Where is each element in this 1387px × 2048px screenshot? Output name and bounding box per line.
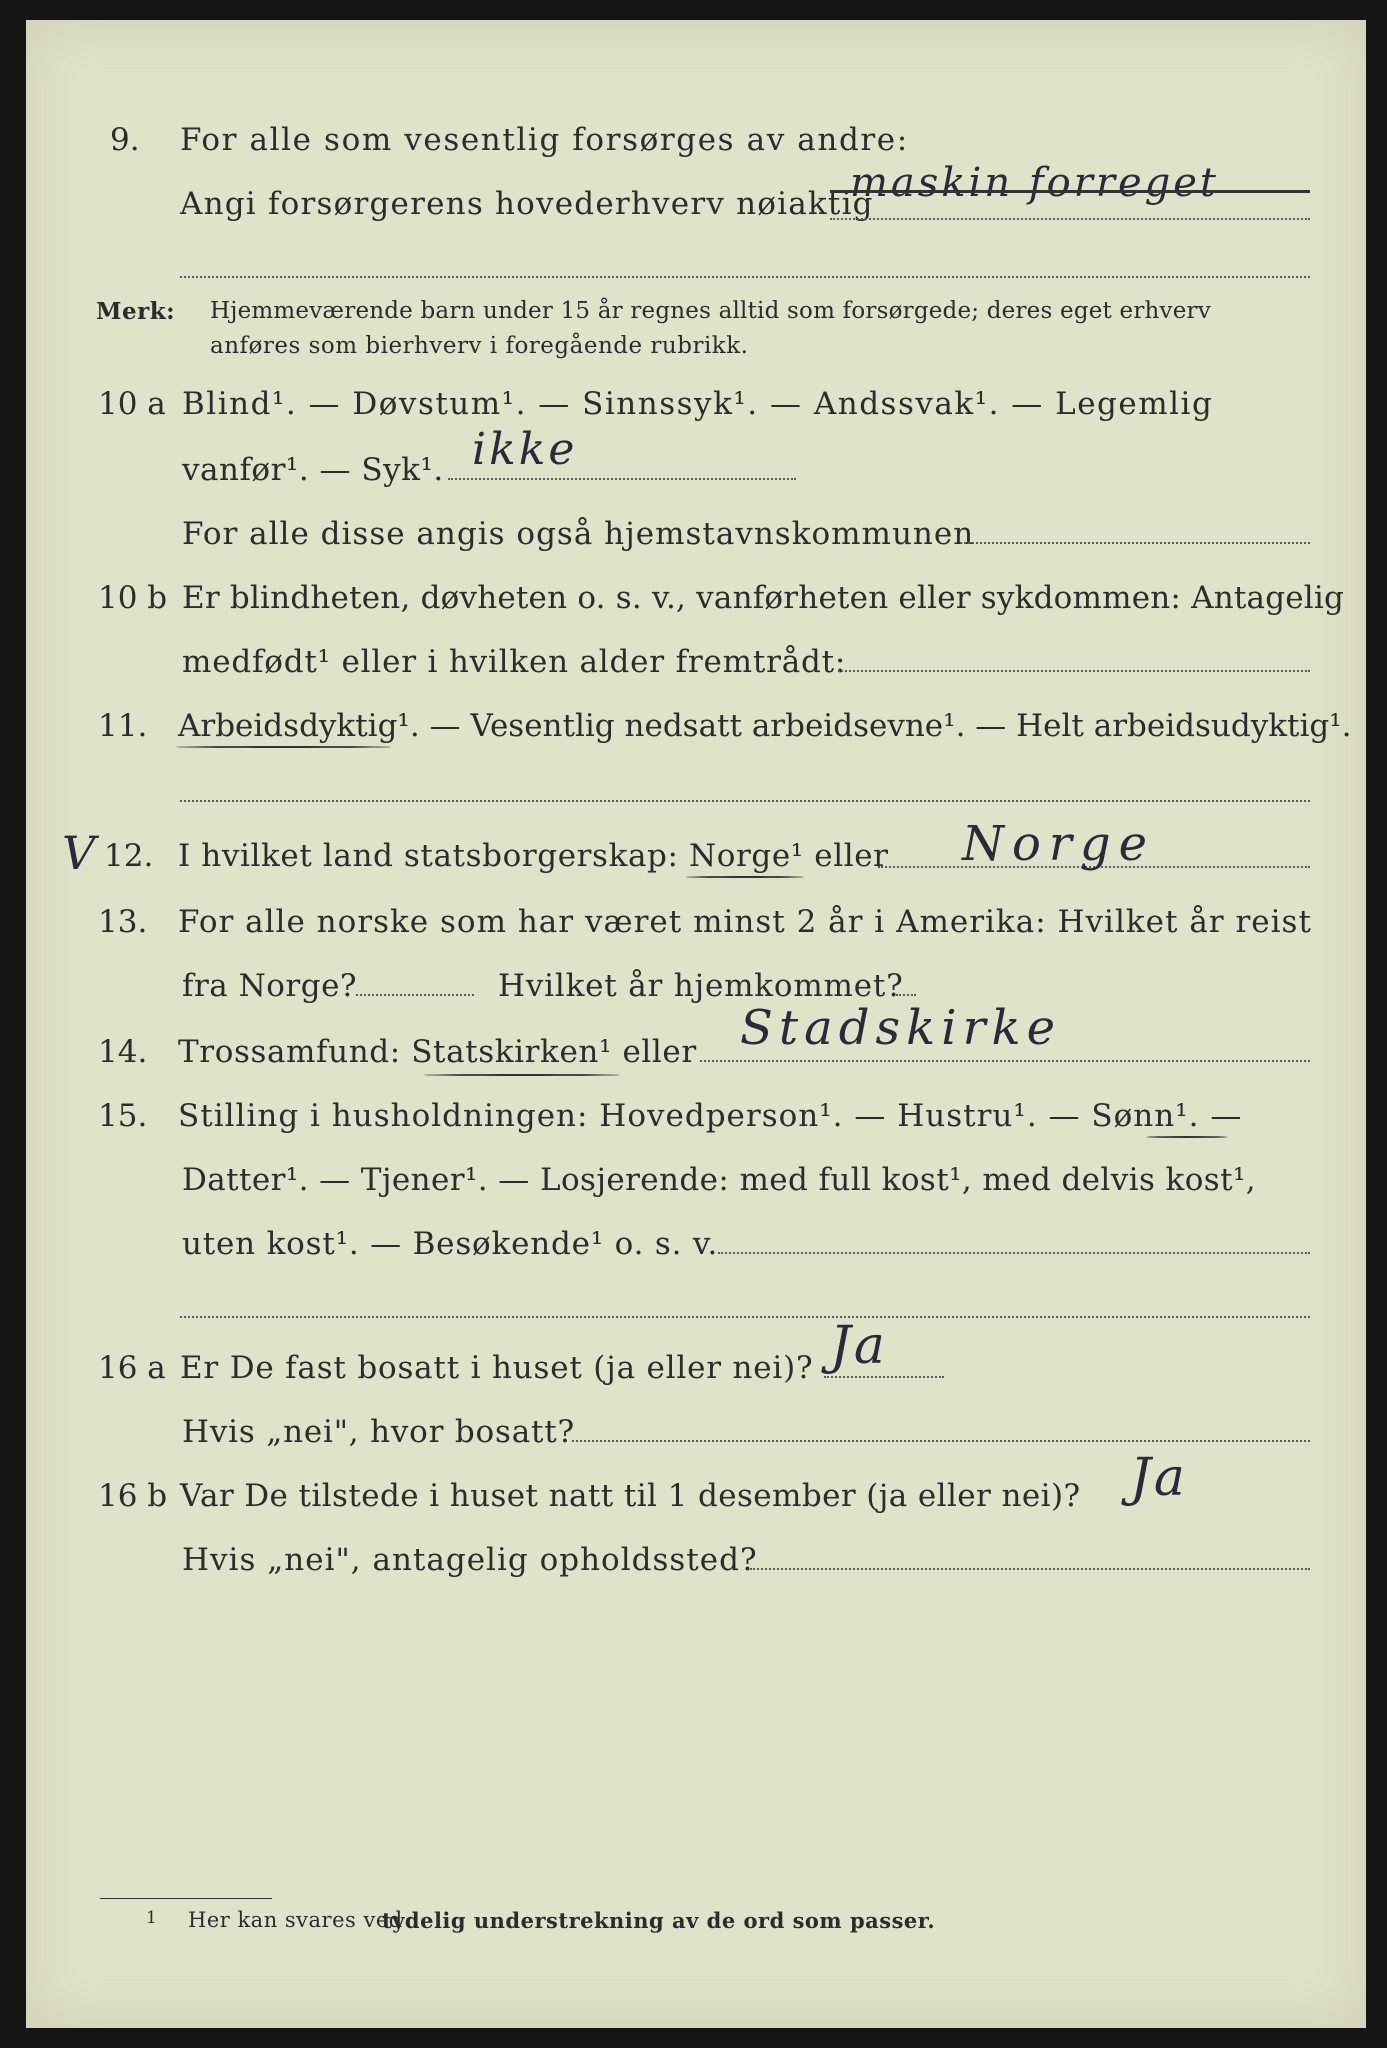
- q12-underline-norge: [686, 876, 804, 878]
- q10a-answer-handwriting: ikke: [472, 424, 578, 475]
- footnote-rule: [100, 1898, 272, 1899]
- footnote-mark: 1: [146, 1908, 158, 1928]
- q10a-number: 10 a: [98, 386, 166, 422]
- q15-line3: uten kost¹. — Besøkende¹ o. s. v.: [182, 1226, 719, 1262]
- q13-number: 13.: [98, 904, 148, 940]
- q10a-line3: For alle disse angis også hjemstavnskommunen: [182, 516, 975, 552]
- q16b-line1: Var De tilstede i huset natt til 1 desember (ja eller nei)?: [180, 1478, 1081, 1514]
- q9-line1: For alle som vesentlig forsørges av andre:: [180, 122, 909, 158]
- q11-line1: Arbeidsdyktig¹. — Vesentlig nedsatt arbeidsevne¹. — Helt arbeidsudyktig¹.: [178, 708, 1352, 744]
- q16b-answer-handwriting: Ja: [1130, 1448, 1188, 1508]
- q14-answer-line: [700, 1060, 1310, 1062]
- q9-answer-line: [830, 218, 1310, 220]
- q13-year-left-line: [356, 994, 474, 996]
- q12-answer-handwriting: Norge: [962, 816, 1155, 872]
- q9-line2: Angi forsørgerens hovederhverv nøiaktig: [180, 186, 874, 222]
- q13-year-right-line: [896, 994, 916, 996]
- q15-line2: Datter¹. — Tjener¹. — Losjerende: med full kost¹, med delvis kost¹,: [182, 1162, 1257, 1198]
- q16a-line2: Hvis „nei", hvor bosatt?: [182, 1414, 575, 1450]
- q10b-line1: Er blindheten, døvheten o. s. v., vanførheten eller sykdommen: Antagelig: [182, 580, 1345, 616]
- footnote-text-plain: Her kan svares ved: [188, 1908, 403, 1932]
- q10b-number: 10 b: [98, 580, 168, 616]
- q13-line1: For alle norske som har været minst 2 år i Amerika: Hvilket år reist: [178, 904, 1312, 940]
- q9-number: 9.: [110, 122, 140, 158]
- q12-margin-checkmark: V: [62, 826, 96, 880]
- q16b-number: 16 b: [98, 1478, 168, 1514]
- q13-line2a: fra Norge?: [182, 968, 358, 1004]
- q14-answer-handwriting: Stadskirke: [740, 1000, 1062, 1056]
- q16a-residence-line: [572, 1440, 1310, 1442]
- q11-extra-line: [180, 800, 1310, 802]
- q10a-line2: vanfør¹. — Syk¹.: [182, 452, 444, 488]
- q16b-line2: Hvis „nei", antagelig opholdssted?: [182, 1542, 758, 1578]
- q10a-municipality-line: [960, 542, 1310, 544]
- q9-strikethrough: [830, 190, 1310, 193]
- footnote-text-bold: tydelig understrekning av de ord som passer.: [382, 1908, 936, 1933]
- q10b-answer-line: [838, 670, 1310, 672]
- q9-answer-handwriting: maskin forreget: [850, 160, 1219, 206]
- q14-underline-statskirken: [424, 1074, 620, 1076]
- q15-underline-sonn: [1146, 1136, 1228, 1138]
- note-line1: Hjemmeværende barn under 15 år regnes alltid som forsørgede; deres eget erhverv: [210, 298, 1211, 324]
- q14-line1: Trossamfund: Statskirken¹ eller: [178, 1034, 697, 1070]
- q10a-answer-line: [448, 478, 796, 480]
- q10b-line2: medfødt¹ eller i hvilken alder fremtrådt:: [182, 644, 847, 680]
- q16a-number: 16 a: [98, 1350, 166, 1386]
- q15-line1: Stilling i husholdningen: Hovedperson¹. — Hustru¹. — Sønn¹. —: [178, 1098, 1243, 1134]
- q10a-line1: Blind¹. — Døvstum¹. — Sinnssyk¹. — Andssvak¹. — Legemlig: [182, 386, 1214, 422]
- q16a-answer-line: [824, 1376, 944, 1378]
- q16a-answer-handwriting: Ja: [830, 1316, 888, 1376]
- note-line2: anføres som bierhverv i foregående rubrikk.: [210, 333, 749, 359]
- q12-number: 12.: [104, 838, 154, 874]
- q15-answer-line: [718, 1252, 1310, 1254]
- q14-number: 14.: [98, 1034, 148, 1070]
- q9-extra-line: [180, 276, 1310, 278]
- q11-underline-arbeidsdyktig: [176, 746, 391, 748]
- q12-line1: I hvilket land statsborgerskap: Norge¹ eller: [178, 838, 889, 874]
- q16a-line1: Er De fast bosatt i huset (ja eller nei)?: [180, 1350, 814, 1386]
- q15-extra-line: [180, 1316, 1310, 1318]
- q16b-location-line: [750, 1568, 1310, 1570]
- q13-line2b: Hvilket år hjemkommet?: [498, 968, 904, 1004]
- q11-number: 11.: [98, 708, 148, 744]
- note-label: Merk:: [96, 298, 176, 325]
- q15-number: 15.: [98, 1098, 148, 1134]
